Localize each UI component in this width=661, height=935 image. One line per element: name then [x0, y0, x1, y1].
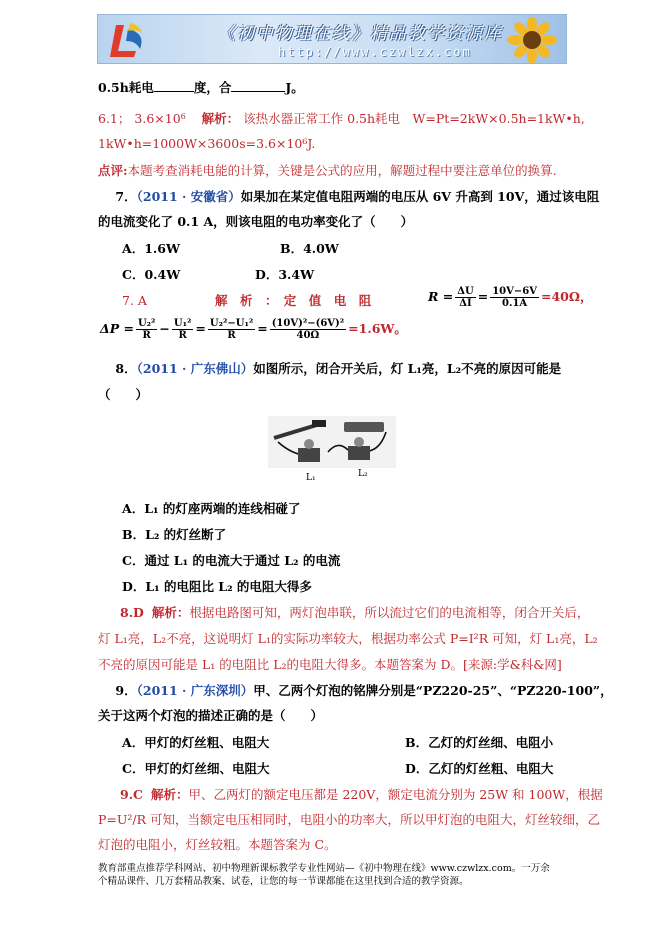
q9-num: 9．	[115, 683, 137, 698]
p-n4: (10V)²−(6V)²	[271, 318, 345, 329]
q9-option-d: D．乙灯的灯丝粗、电阻大	[405, 761, 554, 776]
q6-text-c: J。	[285, 80, 304, 95]
q7-line2: 的电流变化了 0.1 A，则该电阻的电功率变化了（ ）	[98, 214, 414, 229]
frac-values	[490, 286, 539, 309]
banner-url[interactable]: http://www.czwlzx.com	[278, 45, 472, 59]
q7-option-a: A．1.6W	[122, 241, 180, 256]
frac-du-di	[455, 286, 475, 309]
q8-source: （2011 · 广东佛山）	[136, 361, 254, 376]
a8-label: 解析：	[151, 605, 190, 620]
a6-num: 6.1	[98, 111, 118, 126]
p-d1: R	[142, 330, 151, 341]
q7-option-c: C．0.4W	[122, 267, 181, 282]
r-result: =40Ω，	[540, 289, 593, 304]
q7-text1: 如果加在某定值电阻两端的电压从 6V 升高到 10V，通过该电阻	[240, 189, 600, 204]
q7-line1	[98, 189, 599, 205]
a9-label: 解析：	[150, 787, 189, 802]
q6-text-b: 度，合	[193, 80, 232, 95]
header-banner	[97, 14, 567, 64]
blank-1	[154, 80, 194, 92]
q8-text1: 如图所示，闭合开关后，灯 L₁亮，L₂不亮的原因可能是	[253, 361, 562, 376]
p-lhs: ΔP =	[100, 321, 134, 336]
a7-label: 解 析 ： 定 值 电 阻	[215, 293, 372, 308]
a6-val: 3.6×10	[134, 111, 181, 126]
a9-line3: 灯泡的电阻小，灯丝较粗。本题答案为 C。	[98, 837, 337, 852]
a8-text1: 根据电路图可知，两灯泡串联，所以流过它们的电流相等，闭合开关后，	[189, 605, 590, 620]
a9-line2: P=U²/R 可知，当额定电压相同时，电阻小的功率大，所以甲灯泡的电阻大，灯丝较细，乙	[98, 812, 601, 827]
frac-p3	[208, 318, 255, 341]
p-n3: U₂²−U₁²	[209, 318, 254, 329]
r-num1: ΔU	[457, 286, 474, 297]
q8-option-a: A．L₁ 的灯座两端的连线相碰了	[122, 501, 301, 516]
q8-option-c: C．通过 L₁ 的电流大于通过 L₂ 的电流	[122, 553, 341, 568]
footer-line2: 个精品课件、几万套精品教案、试卷，让您的每一节课都能在这里找到合适的教学资源。	[98, 876, 469, 887]
a9-line1	[120, 787, 603, 803]
banner-title: 《初中物理在线》精品教学资源库	[218, 24, 503, 44]
a9-text1: 甲、乙两灯的额定电压都是 220V，额定电流分别为 25W 和 100W，根据	[188, 787, 603, 802]
a8-line2: 灯 L₁亮，L₂不亮，这说明灯 L₁的实际功率较大，根据功率公式 P=I²R 可知，灯 L₁亮，L₂	[98, 631, 598, 646]
a6-label: 解析：	[201, 111, 240, 126]
r-expr: R =	[428, 289, 454, 304]
q9-option-a: A．甲灯的灯丝粗、电阻大	[122, 735, 270, 750]
frac-p2	[172, 318, 193, 341]
site-logo-icon	[106, 19, 150, 61]
frac-p4	[270, 318, 346, 341]
a8-num: 8.D	[120, 605, 144, 620]
page-footer	[98, 862, 568, 888]
q8-num: 8．	[115, 361, 137, 376]
q9-line1	[98, 683, 613, 699]
q7-option-b: B．4.0W	[280, 241, 339, 256]
r-den2: 0.1A	[502, 298, 528, 309]
a6-line1	[98, 109, 585, 127]
r-num2: 10V−6V	[492, 286, 537, 297]
a6-comment	[98, 163, 557, 179]
q9-source: （2011 · 广东深圳）	[136, 683, 254, 698]
a6-line2: 1kW•h=1000W×3600s=3.6×10⁶J.	[98, 136, 316, 151]
footer-line1: 教育部重点推荐学科网站、初中物理新课标教学专业性网站—《初中物理在线》www.czwlzx.com。一万余	[98, 863, 550, 874]
q9-option-b: B．乙灯的灯丝细、电阻小	[405, 735, 554, 750]
sunflower-icon	[502, 17, 562, 63]
a6-sep: ；	[117, 111, 131, 126]
p-n2: U₁²	[173, 318, 192, 329]
a8-line1	[120, 605, 589, 621]
q7-num: 7．	[115, 189, 137, 204]
a7-p-formula: ΔP = $\frac{\text{U₂²}}{R}$ − $\frac{\text{U₁²}}{R}$ = $\frac{\text{U₂²−U₁²}}{R}$ = $\frac{\text{(10V)²−(6V)²}}{40\Omega}$ =1.6W。	[100, 318, 407, 341]
fig-label-l2: L₂	[358, 469, 368, 479]
q8-option-b: B．L₂ 的灯丝断了	[122, 527, 227, 542]
a6-text1: 该热水器正常工作 0.5h耗电 W=Pt=2kW×0.5h=1kW•h,	[243, 111, 585, 126]
q9-text1: 甲、乙两个灯泡的铭牌分别是“PZ220-25”、“PZ220-100”，	[253, 683, 613, 698]
comment-text: 本题考查消耗电能的计算，关键是公式的应用，解题过程中要注意单位的换算.	[127, 163, 557, 178]
p-d2: R	[178, 330, 187, 341]
p-d3: R	[227, 330, 236, 341]
a6-exp: 6	[180, 112, 186, 121]
a8-line3: 不亮的原因可能是 L₁ 的电阻比 L₂的电阻大得多。本题答案为 D。[来源:学&科&网]	[98, 657, 562, 672]
q8-line2: （ ）	[98, 387, 149, 402]
q8-option-d: D．L₁ 的电阻比 L₂ 的电阻大得多	[122, 579, 312, 594]
a7-r-formula: R = $\frac{\Delta U}{\Delta I}$ = $\frac{10V-6V}{0.1A}$ =40Ω，	[428, 286, 593, 309]
q9-line2: 关于这两个灯泡的描述正确的是（ ）	[98, 708, 324, 723]
comment-label: 点评:	[98, 163, 128, 178]
p-result: =1.6W。	[348, 321, 407, 336]
q9-option-c: C．甲灯的灯丝细、电阻大	[122, 761, 270, 776]
p-d4: 40Ω	[296, 330, 320, 341]
a7-num: 7. A	[122, 293, 147, 308]
r-den1: ΔI	[459, 298, 472, 309]
q8-line1	[98, 361, 561, 377]
p-n1: U₂²	[137, 318, 156, 329]
q6-fill-line	[98, 80, 304, 96]
q7-source: （2011 · 安徽省）	[136, 189, 241, 204]
circuit-figure	[268, 416, 396, 486]
frac-p1	[136, 318, 157, 341]
fig-label-l1: L₁	[306, 473, 316, 483]
q7-option-d: D．3.4W	[255, 267, 315, 282]
blank-2	[231, 80, 285, 92]
a9-num: 9.C	[120, 787, 143, 802]
q6-text-a: 0.5h耗电	[98, 80, 154, 95]
